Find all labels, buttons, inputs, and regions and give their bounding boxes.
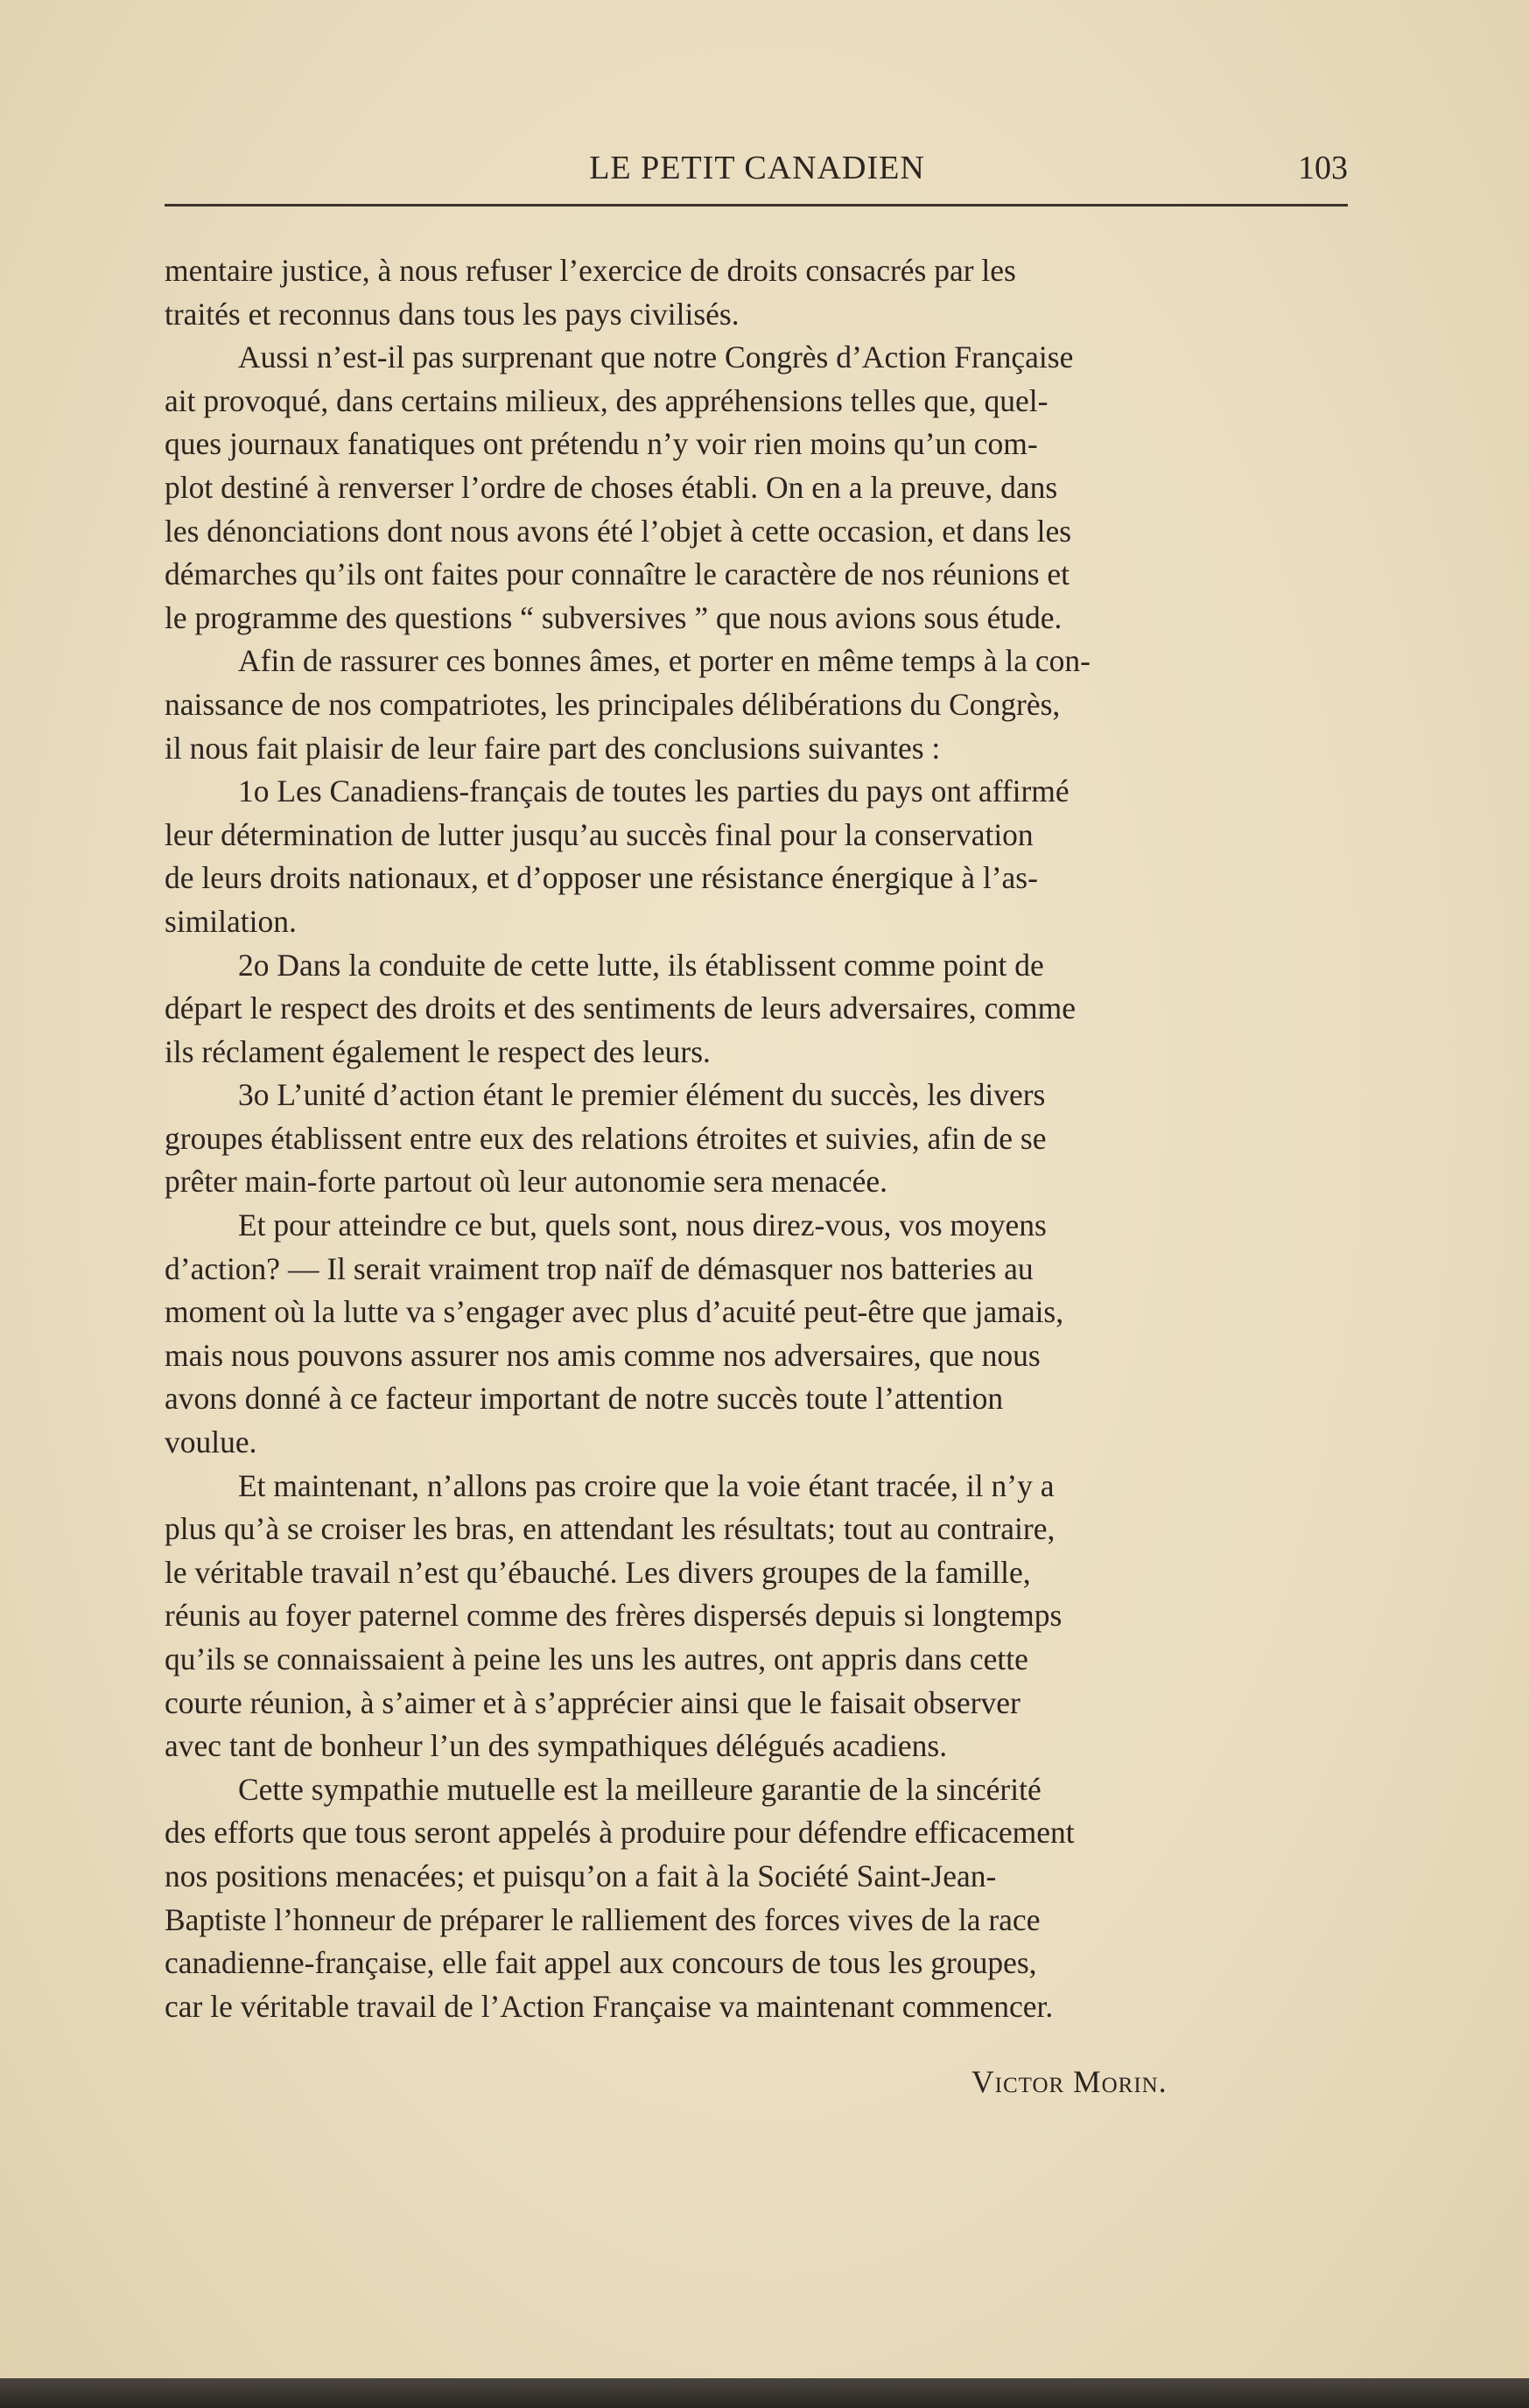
text-line: Baptiste l’honneur de préparer le ralliement des forces vives de la race bbox=[165, 1901, 1041, 1937]
text-line: leur détermination de lutter jusqu’au succès final pour la conservation bbox=[165, 816, 1034, 852]
text-line: similation. bbox=[165, 903, 297, 939]
text-line: courte réunion, à s’aimer et à s’apprécier ainsi que le faisait observer bbox=[165, 1684, 1021, 1720]
text-line: avons donné à ce facteur important de notre succès toute l’attention bbox=[165, 1381, 1004, 1417]
text-line: 3o L’unité d’action étant le premier élément du succès, les divers bbox=[238, 1077, 1046, 1113]
text-line: 1o Les Canadiens-français de toutes les parties du pays ont affirmé bbox=[238, 774, 1070, 809]
text-line: Cette sympathie mutuelle est la meilleure garantie de la sincérité bbox=[238, 1771, 1042, 1807]
text-line: naissance de nos compatriotes, les principales délibérations du Congrès, bbox=[165, 686, 1061, 722]
author-signature: Victor Morin. bbox=[971, 2064, 1168, 2099]
text-line: plot destiné à renverser l’ordre de choses établi. On en a la preuve, dans bbox=[165, 469, 1058, 505]
text-line: ques journaux fanatiques ont prétendu n’y voir rien moins qu’un com- bbox=[165, 426, 1038, 462]
text-line: ait provoqué, dans certains milieux, des appréhensions telles que, quel- bbox=[165, 382, 1049, 418]
text-line: 2o Dans la conduite de cette lutte, ils établissent comme point de bbox=[238, 947, 1044, 983]
text-line: le véritable travail n’est qu’ébauché. Les divers groupes de la famille, bbox=[165, 1554, 1031, 1590]
text-line: nos positions menacées; et puisqu’on a fait à la Société Saint-Jean- bbox=[165, 1858, 997, 1894]
text-line: de leurs droits nationaux, et d’opposer une résistance énergique à l’as- bbox=[165, 860, 1038, 896]
text-line: moment où la lutte va s’engager avec plus d’acuité peut-être que jamais, bbox=[165, 1294, 1064, 1330]
text-line: Aussi n’est-il pas surprenant que notre Congrès d’Action Française bbox=[238, 340, 1074, 375]
text-line: mais nous pouvons assurer nos amis comme nos adversaires, que nous bbox=[165, 1337, 1041, 1373]
text-line: qu’ils se connaissaient à peine les uns les autres, ont appris dans cette bbox=[165, 1642, 1028, 1676]
text-line: plus qu’à se croiser les bras, en attendant les résultats; tout au contraire, bbox=[165, 1511, 1056, 1547]
page-number: 103 bbox=[1298, 150, 1348, 186]
text-line: car le véritable travail de l’Action Française va maintenant commencer. bbox=[165, 1988, 1054, 2024]
text-line: d’action? — Il serait vraiment trop naïf de démasquer nos batteries au bbox=[165, 1250, 1034, 1286]
page-bottom-edge bbox=[0, 2378, 1529, 2408]
text-line: Et maintenant, n’allons pas croire que la voie étant tracée, il n’y a bbox=[238, 1467, 1055, 1503]
text-line: le programme des questions “ subversives ” que nous avions sous étude. bbox=[165, 599, 1063, 635]
running-head bbox=[166, 149, 1348, 192]
header-rule bbox=[165, 204, 1348, 206]
text-line: groupes établissent entre eux des relations étroites et suivies, afin de se bbox=[165, 1120, 1047, 1156]
text-line: canadienne-française, elle fait appel aux concours de tous les groupes, bbox=[165, 1945, 1037, 1981]
text-line: voulue. bbox=[165, 1424, 257, 1460]
text-line: il nous fait plaisir de leur faire part des conclusions suivantes : bbox=[165, 730, 941, 766]
text-line: traités et reconnus dans tous les pays civilisés. bbox=[165, 296, 740, 332]
text-line: avec tant de bonheur l’un des sympathiques délégués acadiens. bbox=[165, 1728, 948, 1764]
text-line: départ le respect des droits et des sentiments de leurs adversaires, comme bbox=[165, 990, 1076, 1026]
text-line: réunis au foyer paternel comme des frères dispersés depuis si longtemps bbox=[165, 1598, 1063, 1634]
text-line: des efforts que tous seront appelés à produire pour défendre efficacement bbox=[165, 1815, 1075, 1851]
running-title: LE PETIT CANADIEN bbox=[589, 150, 925, 186]
text-line: Afin de rassurer ces bonnes âmes, et porter en même temps à la con- bbox=[238, 643, 1091, 679]
text-line: mentaire justice, à nous refuser l’exercice de droits consacrés par les bbox=[165, 253, 1016, 288]
body-text bbox=[165, 249, 1348, 2028]
text-line: Et pour atteindre ce but, quels sont, nous direz-vous, vos moyens bbox=[238, 1208, 1047, 1243]
text-line: prêter main-forte partout où leur autonomie sera menacée. bbox=[165, 1164, 887, 1200]
text-line: démarches qu’ils ont faites pour connaître le caractère de nos réunions et bbox=[165, 556, 1070, 592]
text-line: les dénonciations dont nous avons été l’objet à cette occasion, et dans les bbox=[165, 513, 1072, 549]
text-line: ils réclament également le respect des leurs. bbox=[165, 1033, 711, 1069]
